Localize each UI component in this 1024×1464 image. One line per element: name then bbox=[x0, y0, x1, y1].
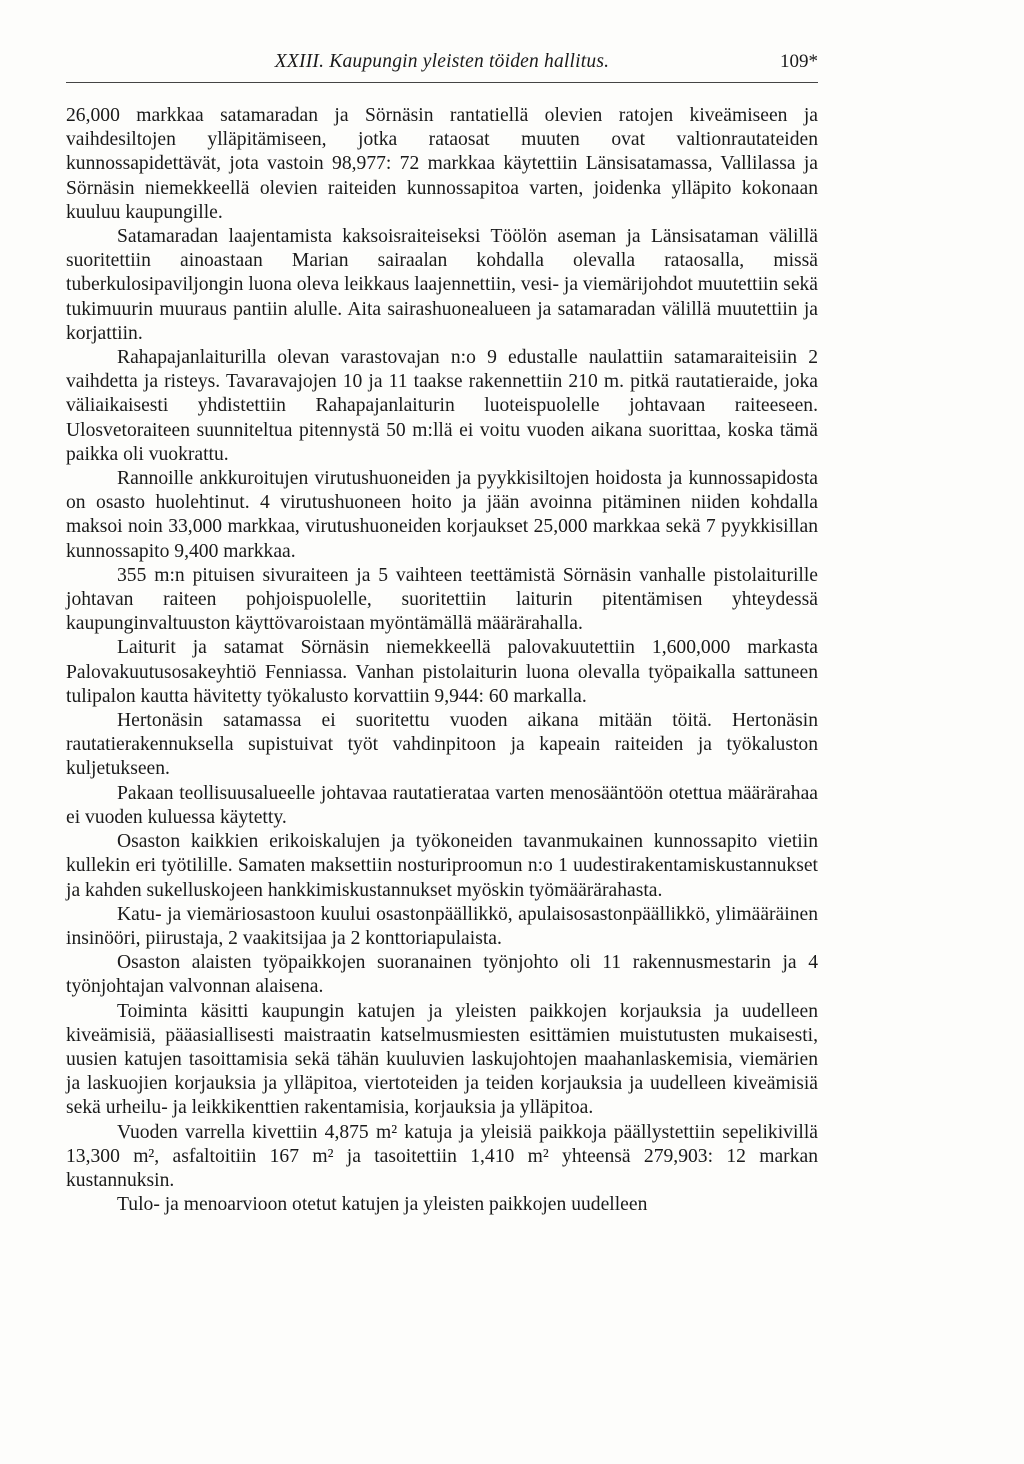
body-text bbox=[66, 104, 818, 1217]
paragraph: Tulo- ja menoarvioon otetut katujen ja yleisten paikkojen uudelleen bbox=[117, 1194, 648, 1216]
paragraph: Osaston kaikkien erikoiskalujen ja työkoneiden tavanmukainen kunnossapito vietiin kullekin eri työtilille. Samaten maksettiin nosturiproomun n:o 1 uudestirakentamiskustannukset ja kahden sukelluskojeen hankkimiskustannukset myöskin työmäärärahasta. bbox=[66, 831, 818, 901]
paragraph: Pakaan teollisuusalueelle johtavaa rautatierataa varten menosääntöön otettua määrärahaa ei vuoden kuluessa käytetty. bbox=[66, 782, 818, 828]
page-header bbox=[66, 50, 818, 80]
paragraph: 355 m:n pituisen sivuraiteen ja 5 vaihteen teettämistä Sörnäsin vanhalle pistolaiturille johtavan raiteen pohjoispuolelle, suoritettiin laiturin pitentämisen yhteydessä kaupunginvaltuuston käyttövaroistaan myöntämällä määrärahalla. bbox=[66, 564, 818, 635]
paragraph: Hertonäsin satamassa ei suoritettu vuoden aikana mitään töitä. Hertonäsin rautatierakennuksella supistuivat työt vahdinpitoon ja kapeain raiteiden ja työkaluston kuljetukseen. bbox=[66, 710, 818, 780]
paragraph: Satamaradan laajentamista kaksoisraiteiseksi Töölön aseman ja Länsisataman välillä suoritettiin ainoastaan Marian sairaalan kohdalla olevalla rataosalla, missä tuberkulosipaviljongin luona oleva leikkaus laajennettiin, vesi- ja viemärijohdot muutettiin sekä tukimuurin muuraus pantiin alulle. Aita sairashuonealueen ja satamaradan välillä muutettiin ja korjattiin. bbox=[66, 226, 819, 344]
running-title: XXIII. Kaupungin yleisten töiden hallitus. bbox=[274, 51, 610, 72]
paragraph: Vuoden varrella kivettiin 4,875 m² katuja ja yleisiä paikkoja päällystettiin sepelikivillä 13,300 m², asfaltoitiin 167 m² ja tasoitettiin 1,410 m² yhteensä 279,903: 12 markan kustannuksin. bbox=[66, 1121, 818, 1191]
paragraph: 26,000 markkaa satamaradan ja Sörnäsin rantatiellä olevien ratojen kiveämiseen ja vaihdesiltojen ylläpitämiseen, jotka rataosat muuten ovat valtionrautateiden kunnossapidettävät, jota vastoin 98,977: 72 markkaa käytettiin Länsisatamassa, Vallilassa ja Sörnäsin niemekkeellä olevien raiteiden kunnossapitoa varten, joidenka ylläpito kokonaan kuuluu kaupungille. bbox=[66, 105, 818, 223]
paragraph: Laiturit ja satamat Sörnäsin niemekkeellä palovakuutettiin 1,600,000 markasta Palovakuutusosakeyhtiö Fenniassa. Vanhan pistolaiturin luona olevalla työpaikalla sattuneen tulipalon kautta hävitetty työkalusto korvattiin 9,944: 60 markalla. bbox=[66, 637, 818, 707]
paragraph: Toiminta käsitti kaupungin katujen ja yleisten paikkojen korjauksia ja uudelleen kiveämisiä, pääasiallisesti maistraatin katselmusmiesten esittämien muistutusten mukaisesti, uusien katujen tasoittamisia sekä tähän kuuluvien laskujohtojen maahanlaskemisia, viemärien ja laskuojien korjauksia ja ylläpitoa, viertoteiden ja teiden korjauksia ja uudelleen kiveämisiä sekä urheilu- ja leikkikenttien rakentamisia, korjauksia ja ylläpitoa. bbox=[66, 1000, 818, 1119]
page-number: 109* bbox=[780, 51, 818, 72]
paragraph: Rannoille ankkuroitujen virutushuoneiden ja pyykkisiltojen hoidosta ja kunnossapidosta on osasto huolehtinut. 4 virutushuoneen hoito ja jään avoinna pitäminen niiden kohdalla maksoi noin 33,000 markkaa, virutushuoneiden korjaukset 25,000 markkaa sekä 7 pyykkisillan kunnossapito 9,400 markkaa. bbox=[66, 468, 818, 562]
paragraph: Rahapajanlaiturilla olevan varastovajan n:o 9 edustalle naulattiin satamaraiteisiin 2 vaihdetta ja risteys. Tavaravajojen 10 ja 11 taakse rakennettiin 210 m. pitkä rautatieraide, joka väliaikaisesti yhdistettiin Rahapajanlaiturin luoteispuolelle johtavaan raiteeseen. Ulosvetoraiteen suunniteltua pitennystä 50 m:llä ei voitu vuoden aikana suorittaa, koska tämä paikka oli vuokrattu. bbox=[66, 347, 818, 465]
paragraph: Osaston alaisten työpaikkojen suoranainen työnjohto oli 11 rakennusmestarin ja 4 työnjohtajan valvonnan alaisena. bbox=[66, 952, 818, 998]
header-rule bbox=[66, 82, 818, 83]
paragraph: Katu- ja viemäriosastoon kuului osastonpäällikkö, apulaisosastonpäällikkö, ylimääräinen insinööri, piirustaja, 2 vaakitsijaa ja 2 konttoriapulaista. bbox=[66, 903, 818, 949]
